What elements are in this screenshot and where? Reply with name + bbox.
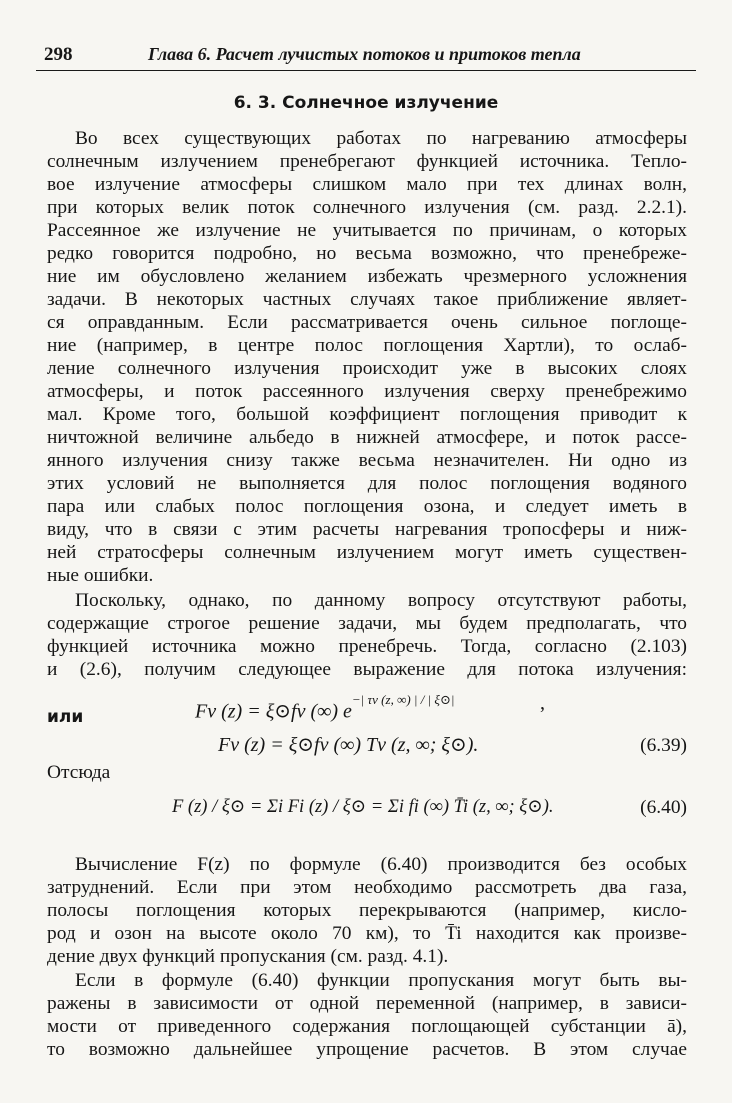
- paragraph-line: задачи. В некоторых частных случаях такое приближение являет-: [47, 289, 687, 310]
- paragraph-line: атмосферы, и поток рассеянного излучения сверху пренебрежимо: [47, 381, 687, 402]
- formula-flux: [195, 694, 454, 724]
- paragraph-line: мал. Кроме того, большой коэффициент поглощения приводит к: [47, 404, 687, 425]
- paragraph-line: функцией источника можно пренебречь. Тогда, согласно (2.103): [47, 636, 687, 657]
- equation-number-6-39: (6.39): [640, 735, 687, 756]
- paragraph-line: Во всех существующих работах по нагреванию атмосферы: [75, 128, 687, 149]
- paragraph-line: виду, что в связи с этим расчеты нагревания тропосферы и ниж-: [47, 519, 687, 540]
- paragraph-line: вое излучение атмосферы слишком мало при тех длинах волн,: [47, 174, 687, 195]
- paragraph-line: дение двух функций пропускания (см. разд. 4.1).: [47, 946, 449, 967]
- paragraph-line: Рассеянное же излучение не учитывается по причинам, о которых: [47, 220, 687, 241]
- paragraph-line: ние (например, в центре полос поглощения Хартли), то ослаб-: [47, 335, 687, 356]
- formula-6-40: F (z) / ξ⊙ = Σi Fi (z) / ξ⊙ = Σi fi (∞) T̄i (z, ∞; ξ⊙).: [172, 797, 554, 817]
- paragraph-line: ней стратосферы солнечным излучением могут иметь существен-: [47, 542, 687, 563]
- paragraph-line: ные ошибки.: [47, 565, 154, 586]
- paragraph-line: при которых велик поток солнечного излучения (см. разд. 2.2.1).: [47, 197, 687, 218]
- formula-flux-main: Fν (z) = ξ⊙fν (∞) e: [195, 700, 352, 723]
- word-or: или: [47, 707, 84, 727]
- paragraph-line: янного излучения снизу также весьма незначителен. Ни одно из: [47, 450, 687, 471]
- paragraph-line: ся оправданным. Если рассматривается очень сильное поглоще-: [47, 312, 687, 333]
- formula-6-39: Fν (z) = ξ⊙fν (∞) Tν (z, ∞; ξ⊙).: [218, 734, 479, 756]
- formula-comma: ,: [540, 692, 545, 714]
- section-title: 6. 3. Солнечное излучение: [233, 93, 499, 113]
- paragraph-line: Если в формуле (6.40) функции пропускания могут быть вы-: [75, 970, 687, 991]
- paragraph-line: полосы поглощения которых перекрываются (например, кисло-: [47, 900, 687, 921]
- paragraph-line: мости от приведенного содержания поглощающей субстанции ā),: [47, 1016, 687, 1037]
- paragraph-line: род и озон на высоте около 70 км), то T̄i находится как произве-: [47, 923, 687, 944]
- paragraph-line: ние им обусловлено желанием избежать чрезмерного усложнения: [47, 266, 687, 287]
- paragraph-line: редко говорится подробно, но весьма возможно, что пренебреже-: [47, 243, 687, 264]
- paragraph-line: ничтожной величине альбедо в нижней атмосфере, и поток рассе-: [47, 427, 687, 448]
- paragraph-line: то возможно дальнейшее упрощение расчетов. В этом случае: [47, 1039, 687, 1060]
- paragraph-line: ление солнечного излучения происходит уже в высоких слоях: [47, 358, 687, 379]
- paragraph-line: ражены в зависимости от одной переменной (например, в зависи-: [47, 993, 687, 1014]
- paragraph-line: этих условий не выполняется для полос поглощения водяного: [47, 473, 687, 494]
- formula-flux-exponent: −| τν (z, ∞) | / | ξ⊙|: [351, 692, 455, 707]
- page-header: [36, 44, 696, 71]
- paragraph-line: Вычисление F(z) по формуле (6.40) производится без особых: [75, 854, 687, 875]
- paragraph-line: Поскольку, однако, по данному вопросу отсутствуют работы,: [75, 590, 687, 611]
- running-title: Глава 6. Расчет лучистых потоков и притоков тепла: [148, 44, 581, 64]
- page-number: 298: [44, 44, 73, 65]
- paragraph-line: солнечным излучением пренебрегают функцией источника. Тепло-: [47, 151, 687, 172]
- paragraph-line: и (2.6), получим следующее выражение для потока излучения:: [47, 659, 687, 680]
- paragraph-line: затруднений. Если при этом необходимо рассмотреть два газа,: [47, 877, 687, 898]
- equation-number-6-40: (6.40): [640, 797, 687, 818]
- word-hence: Отсюда: [47, 762, 111, 783]
- paragraph-line: содержащие строгое решение задачи, мы будем предполагать, что: [47, 613, 687, 634]
- paragraph-line: пара или слабых полос поглощения озона, и следует иметь в: [47, 496, 687, 517]
